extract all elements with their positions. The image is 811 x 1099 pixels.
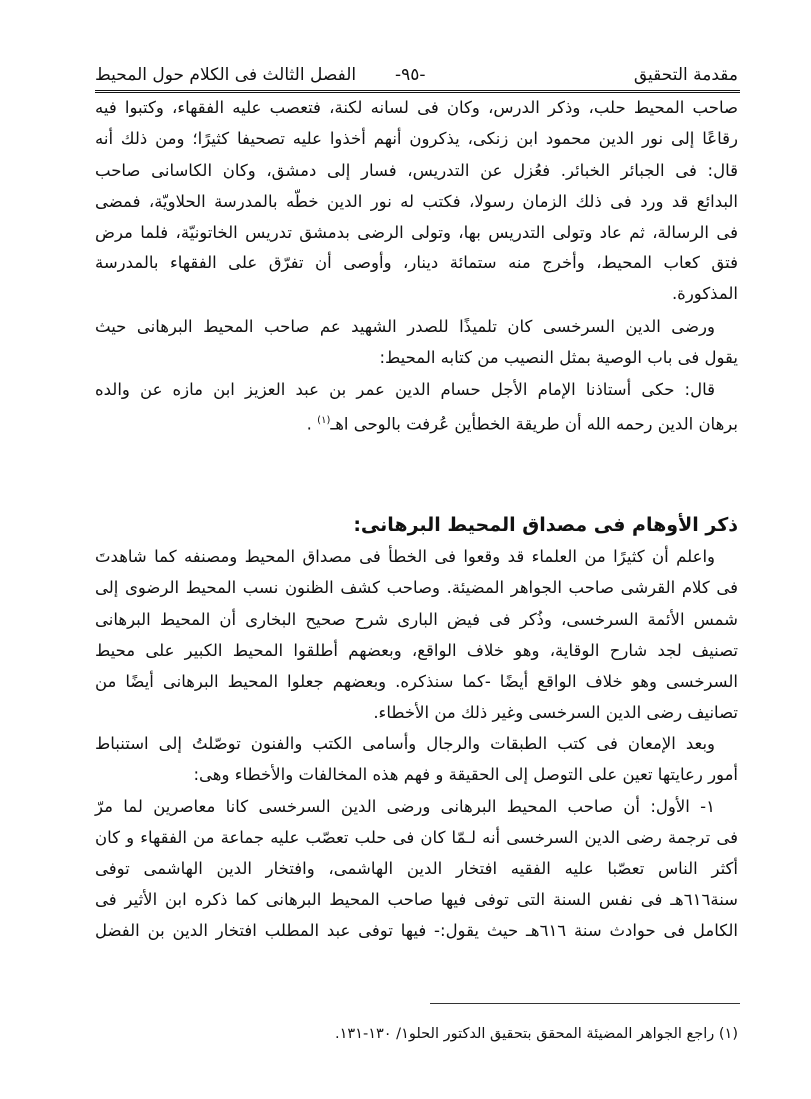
text-line: فى ترجمة رضى الدين السرخسى أنه لـمّا كان فى حلب تعصّب عليه جماعة من الفقهاء و كان	[95, 828, 738, 847]
footnote-rule	[430, 1003, 740, 1004]
text-line: فتق كعاب المحيط، وأخرج منه ستمائة دينار، وأوصى أن تفرّق على الفقهاء بالمدرسة	[95, 253, 738, 272]
text-line: الكامل فى حوادث سنة ٦١٦هـ حيث يقول:- فيها توفى عبد المطلب افتخار الدين بن الفضل	[95, 921, 739, 940]
text-line: أكثر الناس تعصّبا عليه الفقيه افتخار الدين الهاشمى، وافتخار الدين الهاشمى توفى	[95, 859, 738, 878]
text-line: تصانيف رضى الدين السرخسى وغير ذلك من الأخطاء.	[373, 703, 738, 722]
header-rule	[95, 90, 740, 93]
footnote-marker: (١)	[317, 415, 331, 426]
text-line: ورضى الدين السرخسى كان تلميذًا للصدر الشهيد عم صاحب المحيط البرهانى حيث	[95, 317, 715, 336]
running-head-chapter: مقدمة التحقيق	[633, 65, 738, 85]
text-line: السرخسى وهو خلاف الواقع أيضًا -كما سنذكره. وبعضهم جعلوا المحيط البرهانى أيضًا من	[95, 672, 738, 691]
text-line	[95, 408, 738, 438]
text-line: رقاعًا إلى نور الدين محمود ابن زنكى، يذكرون أنهم أخذوا عليه تصحيفا كثيرًا؛ ومن ذلك أنه	[95, 129, 738, 148]
section-heading: ذكر الأوهام فى مصداق المحيط البرهانى:	[353, 514, 738, 536]
text-line: تصنيف لجد شارح الوقاية، وهو خلاف الواقع، وبعضهم أطلقوا المحيط الكبير على محيط	[95, 641, 738, 660]
text-line-content: برهان الدين رحمه الله أن طريقة الخطأين عُرفت بالوحى اهـ	[330, 414, 738, 434]
text-line: البدائع قد ورد فى ذلك الزمان رسولا، فكتب له نور الدين خطّه بالمدرسة الحلاويّة، فمضى	[95, 192, 738, 211]
text-line: وبعد الإمعان فى كتب الطبقات والرجال وأسامى الكتب والفنون توصّلتُ إلى استنباط	[95, 734, 715, 753]
footnote: (١) راجع الجواهر المضيئة المحقق بتحقيق الدكتور الحلو١/ ١٣٠-١٣١.	[334, 1026, 738, 1042]
text-line: قال: حكى أستاذنا الإمام الأجل حسام الدين عمر بن عبد العزيز ابن مازه عن والده	[95, 380, 715, 399]
page-number: -٩٥-	[395, 65, 426, 85]
text-line: فى الرسالة، ثم عاد وتولى التدريس بها، وتولى الرضى بدمشق تدريس الخاتونيّة، فلما مرض	[95, 223, 738, 242]
text-line: شمس الأئمة السرخسى، وذُكر فى فيض البارى شرح صحيح البخارى أن المحيط البرهانى	[95, 610, 738, 629]
text-line: واعلم أن كثيرًا من العلماء قد وقعوا فى الخطأ فى مصداق المحيط ومصنفه كما شاهدتَ	[95, 547, 715, 566]
text-line: قال: فى الجبائر الخبائر. فعُزل عن التدريس، فسار إلى دمشق، وكان الكاسانى صاحب	[95, 161, 738, 180]
text-line: ١- الأول: أن صاحب المحيط البرهانى ورضى الدين السرخسى كانا معاصرين لما مرّ	[95, 797, 715, 816]
running-head-section: الفصل الثالث فى الكلام حول المحيط	[95, 65, 357, 85]
text-line: صاحب المحيط حلب، وذكر الدرس، وكان فى لسانه لكنة، فتعصب عليه الفقهاء، وكتبوا فيه	[95, 98, 738, 117]
text-line: فى كلام القرشى صاحب الجواهر المضيئة. وصاحب كشف الظنون نسب المحيط الرضوى إلى	[95, 578, 738, 597]
text-line: يقول فى باب الوصية بمثل النصيب من كتابه المحيط:	[379, 348, 738, 367]
text-line: أمور رعايتها تعين على التوصل إلى الحقيقة و فهم هذه المخالفات والأخطاء وهى:	[193, 765, 738, 784]
text-line: المذكورة.	[671, 284, 738, 303]
line-end: .	[306, 414, 312, 434]
text-line: سنة٦١٦هـ فى نفس السنة التى توفى فيها صاحب المحيط البرهانى كما ذكره ابن الأثير فى	[95, 890, 738, 909]
